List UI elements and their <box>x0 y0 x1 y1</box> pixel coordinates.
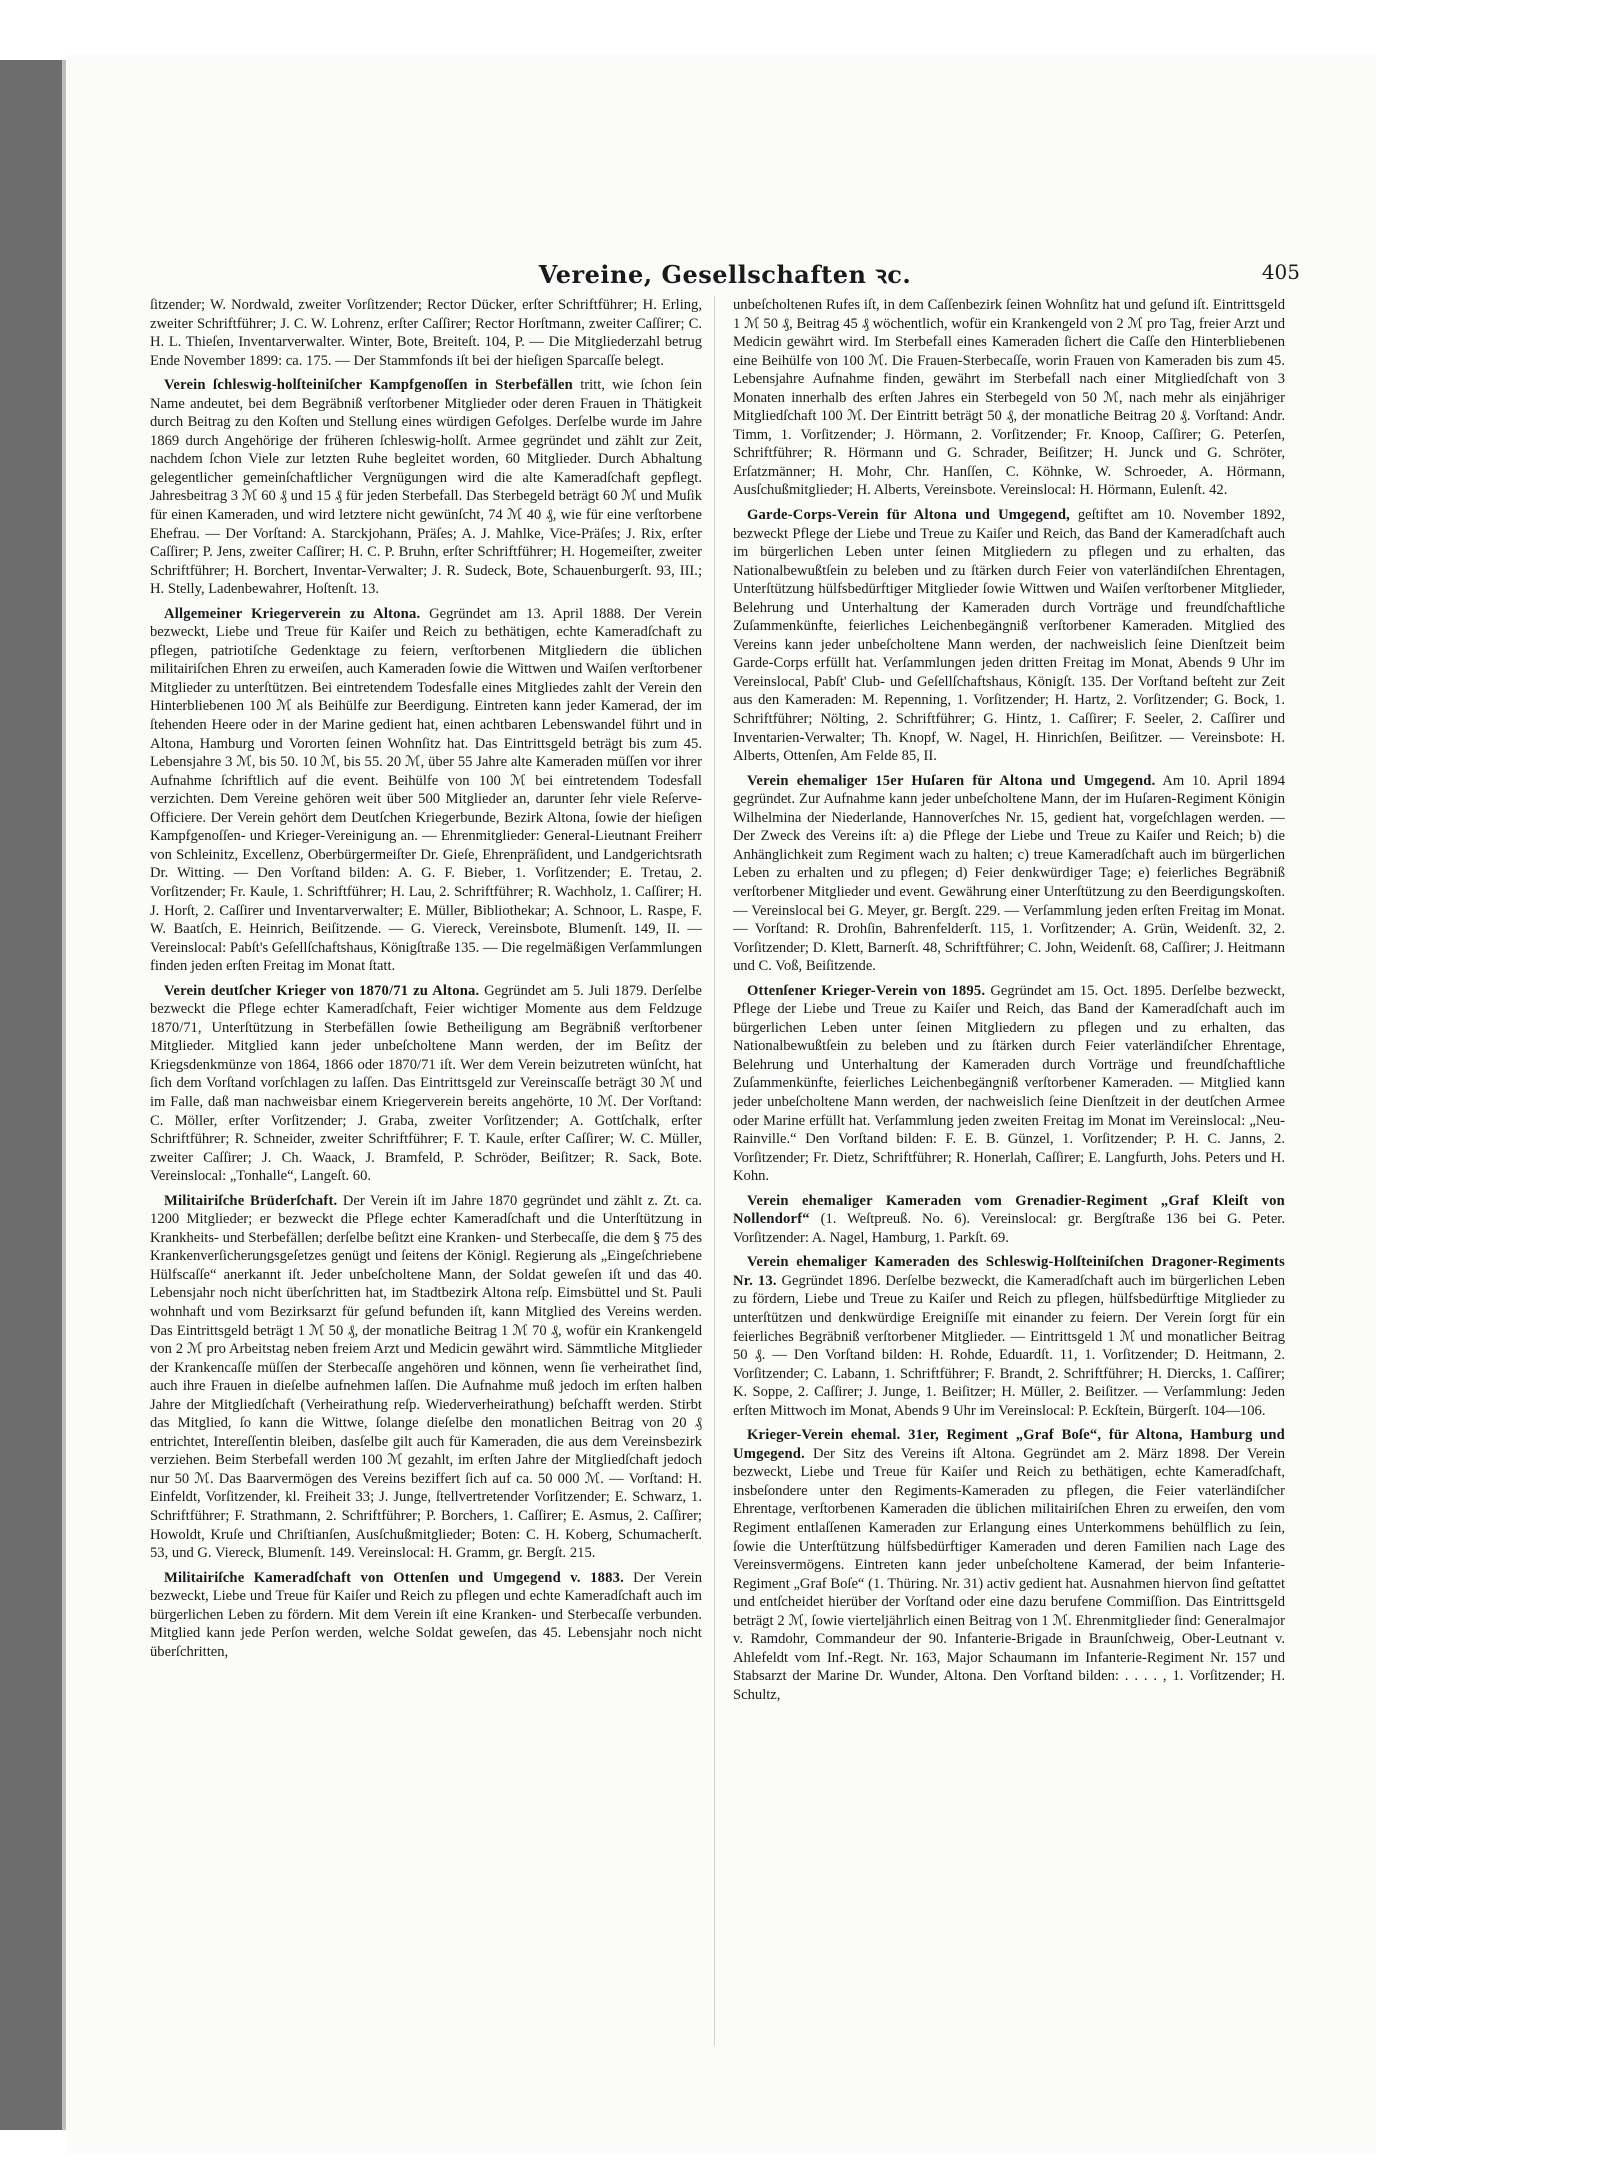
club-name: Garde-Corps-Verein für Altona und Umgegend, <box>747 507 1070 524</box>
club-entry <box>150 1569 702 1662</box>
club-text: Gegründet am 13. April 1888. Der Verein bezweckt, Liebe und Treue für Kaiſer und Reich zu bethätigen, echte Kameradſchaft zu pflegen, patriotiſche Gedenktage zu feiern, verſtorbenen Mitgliedern die üblichen militairiſchen Ehren zu erweiſen, auch Kameraden ſowie die Wittwen und Waiſen verſtorbener Mitglieder zu unterſtützen. Bei eintretendem Todesfalle eines Mitgliedes zahlt der Verein den Hinterbliebenen 100 ℳ als Beihülfe zur Beerdigung. Eintreten kann jeder Kamerad, der im ſtehenden Heere oder in der Marine gedient hat, einen achtbaren Lebenswandel führt und in Altona, Hamburg und Vororten ſeinen Wohnſitz hat. Das Eintrittsgeld beträgt bis zum 45. Lebensjahre 3 ℳ, bis 50. 10 ℳ, bis 55. 20 ℳ, über 55 Jahre alte Kameraden müſſen vor ihrer Aufnahme ſchriftlich auf die event. Beihülfe von 100 ℳ bei eintretendem Todesfall verzichten. Dem Vereine gehören weit über 500 Mitglieder an, darunter ſehr viele Reſerve-Officiere. Der Verein gehört dem Deutſchen Kriegerbunde, Bezirk Altona, ſowie der hieſigen Kampfgenoſſen- und Krieger-Vereinigung an. — Ehrenmitglieder: General-Lieutnant Freiherr von Schleinitz, Excellenz, Oberbürgermeiſter Dr. Gieſe, Ehrenpräſident, und Landgerichtsrath Dr. Witting. — Den Vorſtand bilden: A. G. F. Bieber, 1. Vorſitzender; E. Tretau, 2. Vorſitzender; Fr. Kaule, 1. Schriftführer; H. Lau, 2. Schriftführer; R. Wachholz, 1. Caſſirer; H. J. Horſt, 2. Caſſirer und Inventarverwalter; E. Müller, Bibliothekar; A. Schnoor, L. Raspe, F. W. Baatſch, E. Heinrich, Beiſitzende. — G. Viereck, Vereinsbote, Blumenſt. 149, II. — Vereinslocal: Pabſt's Geſellſchaftshaus, Königſtraße 135. — Die regelmäßigen Verſammlungen finden jeden erſten Freitag im Monat ſtatt. <box>150 605 702 975</box>
club-text: Am 10. April 1894 gegründet. Zur Aufnahme kann jeder unbeſcholtene Mann, der im Huſaren-Regiment Königin Wilhelmina der Niederlande, Hannoverſches Nr. 15, gedient hat, vorgeſchlagen werden. — Der Zweck des Vereins iſt: a) die Pflege der Liebe und Treue zu Kaiſer und Reich; b) die Anhänglichkeit zum Regiment wach zu halten; c) treue Kameradſchaft auch im bürgerlichen Leben zu erhalten und zu pflegen; d) Feier denkwürdiger Tage; e) feierliches Begräbniß verſtorbener Mitglieder und event. Gewährung einer Unterſtützung zu den Beerdigungskoſten. — Vereinslocal bei G. Meyer, gr. Bergſt. 229. — Verſammlung jeden erſten Freitag im Monat. — Vorſtand: R. Drohſin, Bahrenfelderſt. 115, 1. Vorſitzender; A. Grün, Weidenſt. 32, 2. Vorſitzender; D. Klett, Barnerſt. 48, Schriftführer; C. John, Weidenſt. 68, Caſſirer; J. Heitmann und C. Voß, Beiſitzende. <box>733 772 1285 975</box>
club-text: unbeſcholtenen Rufes iſt, in dem Caſſenbezirk ſeinen Wohnſitz hat und geſund iſt. Eintrittsgeld 1 ℳ 50 ₰, Beitrag 45 ₰ wöchentlich, wofür ein Krankengeld von 2 ℳ pro Tag, freier Arzt und Medicin gewährt wird. Im Sterbefall eines Kameraden ſichert die Caſſe den Hinterbliebenen eine Beihülfe von 100 ℳ. Die Frauen-Sterbecaſſe, worin Frauen von Kameraden bis zum 45. Lebensjahre Aufnahme finden, gewährt im Sterbefall nach einer Mitgliedſchaft von 3 Monaten innerhalb des erſten Jahres ein Sterbegeld von 50 ℳ, nach mehr als einjähriger Mitgliedſchaft 100 ℳ. Der Eintritt beträgt 50 ₰, der monatliche Beitrag 20 ₰. Vorſtand: Andr. Timm, 1. Vorſitzender; J. Hörmann, 2. Vorſitzender; Fr. Knoop, Caſſirer; G. Peterſen, Schriftführer; R. Hörmann und G. Schrader, Beiſitzer; H. Junck und G. Schröter, Erſatzmänner; H. Mohr, Chr. Hanſſen, C. Köhnke, W. Schroeder, A. Hörmann, Ausſchußmitglieder; H. Alberts, Vereinsbote. Vereinslocal: H. Hörmann, Eulenſt. 42. <box>733 297 1285 499</box>
club-name: Verein ehemaliger Kameraden vom Grenadier-Regiment „Graf Kleiſt von Nollendorf“ <box>733 1192 1285 1228</box>
club-name: Krieger-Verein ehemal. 31er, Regiment „Graf Boſe“, für Altona, Hamburg und Umgegend. <box>733 1427 1285 1462</box>
club-name: Verein ehemaliger 15er Huſaren für Altona und Umgegend. <box>747 772 1156 789</box>
club-name: Verein ſchleswig-holſteiniſcher Kampfgenoſſen in Sterbefällen <box>164 377 573 394</box>
club-text: tritt, wie ſchon ſein Name andeutet, bei dem Begräbniß verſtorbener Mitglieder oder deren Frauen in Thätigkeit durch Beitrag zu den Koſten und Stellung eines würdigen Gefolges. Derſelbe wurde im Jahre 1869 durch Angehörige der früheren ſchleswig-holſt. Armee gegründet und zählt zur Zeit, nachdem ſchon Viele zur letzten Ruhe begleitet worden, 60 Mitglieder. Durch Abhaltung gelegentlicher gemeinſchaftlicher Vergnügungen wird die alte Kameradſchaft gepflegt. Jahresbeitrag 3 ℳ 60 ₰ und 15 ₰ für jeden Sterbefall. Das Sterbegeld beträgt 60 ℳ und Muſik für einen Kameraden, und wird letztere nicht gewünſcht, 74 ℳ 40 ₰, wie für eine verſtorbene Ehefrau. — Der Vorſtand: A. Starckjohann, Präſes; A. J. Mahlke, Vice-Präſes; J. Rix, erſter Caſſirer; P. Jens, zweiter Caſſirer; H. C. P. Bruhn, erſter Schriftführer; H. Hogemeiſter, zweiter Schriftführer; H. Borchert, Inventar-Verwalter; J. R. Sudeck, Bote, Schauenburgerſt. 93, III.; H. Stelly, Ladenbewahrer, Hoſtenſt. 13. <box>150 377 702 598</box>
left-column <box>150 296 702 2076</box>
club-entry <box>150 982 702 1186</box>
right-column <box>733 296 1285 2076</box>
club-text: Gegründet 1896. Derſelbe bezweckt, die Kameradſchaft auch im bürgerlichen Leben zu fördern, Liebe und Treue zu Kaiſer und Reich zu pflegen, hülfsbedürftige Mitglieder zu unterſtützen und denkwürdige Ereigniſſe mit einander zu feiern. Der Verein ſorgt für ein feierliches Begräbniß verſtorbener Mitglieder. — Eintrittsgeld 1 ℳ und monatlicher Beitrag 50 ₰. — Den Vorſtand bilden: H. Rohde, Eduardſt. 11, 1. Vorſitzender; D. Heitmann, 2. Vorſitzender; C. Labann, 1. Schriftführer; F. Brandt, 2. Schriftführer; H. Diercks, 1. Caſſirer; K. Soppe, 2. Caſſirer; J. Junge, 1. Beiſitzer; H. Müller, 2. Beiſitzer. — Verſammlung: Jeden erſten Mittwoch im Monat, Abends 9 Uhr im Vereinslocal: P. Eckſtein, Bürgerſt. 104—106. <box>733 1272 1285 1419</box>
page-number: 405 <box>1261 260 1300 284</box>
club-text: Gegründet am 5. Juli 1879. Derſelbe bezweckt die Pflege echter Kameradſchaft, Feier wichtiger Momente aus dem Feldzuge 1870/71, Unterſtützung in Sterbefällen ſowie Betheiligung am Begräbniß verſtorbener Mitglieder. Mitglied kann jeder unbeſcholtene Mann werden, der im Beſitz der Kriegsdenkmünze von 1864, 1866 oder 1870/71 iſt. Wer dem Verein beizutreten wünſcht, hat ſich dem Vorſtand vorſchlagen zu laſſen. Das Eintrittsgeld zur Vereinscaſſe beträgt 30 ℳ und im Falle, daß man nachweisbar einem Kriegerverein bereits angehörte, 10 ℳ. Der Vorſtand: C. Möller, erſter Vorſitzender; J. Graba, zweiter Vorſitzender; A. Gottſchalk, erſter Schriftführer; R. Schneider, zweiter Schriftführer; F. T. Kaule, erſter Caſſirer; W. C. Müller, zweiter Caſſirer; J. Ch. Waack, J. Bramfeld, P. Schröder, Beiſitzer; R. Sack, Bote. Vereinslocal: „Tonhalle“, Langeſt. 60. <box>150 982 702 1185</box>
club-text: Der Verein iſt im Jahre 1870 gegründet und zählt z. Zt. ca. 1200 Mitglieder; er bezweckt die Pflege echter Kameradſchaft und die Unterſtützung in Krankheits- und Sterbefällen; derſelbe beſitzt eine Kranken- und Sterbecaſſe, die dem § 75 des Krankenverſicherungsgeſetzes genügt und ſeitens der Königl. Regierung als „Eingeſchriebene Hülfscaſſe“ anerkannt iſt. Jeder unbeſcholtene Mann, der Soldat geweſen iſt und das 40. Lebensjahr noch nicht überſchritten hat, im Stadtbezirk Altona reſp. Eimsbüttel und St. Pauli wohnhaft und vom Bezirksarzt für geſund befunden iſt, kann Mitglied des Vereins werden. Das Eintrittsgeld beträgt 1 ℳ 50 ₰, der monatliche Beitrag 1 ℳ 70 ₰, wofür ein Krankengeld von 2 ℳ pro Arbeitstag neben freiem Arzt und Medicin gewährt wird. Sämmtliche Mitglieder der Krankencaſſe müſſen der Sterbecaſſe angehören und können, wenn ſie verheirathet ſind, auch ihre Frauen in dieſelbe aufnehmen laſſen. Die Aufnahme muß jedoch im erſten halben Jahre der Mitgliedſchaft (Verheirathung reſp. Wiederverheirathung) beſchafft werden. Stirbt das Mitglied, ſo kann die Wittwe, ſolange dieſelbe den monatlichen Beitrag von 20 ₰ entrichtet, Intereſſentin bleiben, dasſelbe gilt auch für Kameraden, die aus dem Vereinsbezirk verziehen. Beim Sterbefall werden 100 ℳ gezahlt, im erſten Jahre der Mitgliedſchaft jedoch nur 50 ℳ. Das Baarvermögen des Vereins beziffert ſich auf ca. 50 000 ℳ. — Vorſtand: H. Einfeldt, Vorſitzender, kl. Freiheit 33; J. Junge, ſtellvertretender Vorſitzender; E. Schwarz, 1. Schriftführer; F. Strathmann, 2. Schriftführer; P. Borchers, 1. Caſſirer; E. Asmus, 2. Caſſirer; Howoldt, Kruſe und Chriſtianſen, Ausſchußmitglieder; Boten: C. H. Koberg, Schumacherſt. 53, und G. Viereck, Blumenſt. 149. Vereinslocal: H. Gramm, gr. Bergſt. 215. <box>150 1192 702 1562</box>
club-text: Gegründet am 15. Oct. 1895. Derſelbe bezweckt, Pflege der Liebe und Treue zu Kaiſer und Reich, das Band der Kameradſchaft auch im bürgerlichen Leben unter ſeinen Mitgliedern zu pflegen und zu erhalten, das Nationalbewußtſein zu beleben und zu ſtärken durch Feier vaterländiſcher Ehrentage, Belehrung und Unterhaltung der Kameraden durch Vorträge und freundſchaftliche Zuſammenkünfte, feierliches Leichenbegängniß verſtorbener Kameraden. — Mitglied kann jeder unbeſcholtene Mann werden, der nachweislich ſeine Dienſtzeit in der deutſchen Armee oder Marine erfüllt hat. Verſammlung jeden zweiten Freitag im Monat im Vereinslocal: „Neu-Rainville.“ Den Vorſtand bilden: F. E. B. Günzel, 1. Vorſitzender; P. H. C. Janns, 2. Vorſitzender; Fr. Dietz, Schriftführer; R. Honerlah, Caſſirer; E. Langfurth, Johs. Peters und H. Kohn. <box>733 982 1285 1185</box>
club-entry <box>733 296 1285 500</box>
running-title: Vereine, Gesellschaften ꝛc. <box>538 260 912 289</box>
club-name: Verein deutſcher Krieger von 1870/71 zu Altona. <box>164 982 480 999</box>
club-name: Verein ehemaliger Kameraden des Schleswig-Holſteiniſchen Dragoner-Regiments Nr. 13. <box>733 1254 1285 1289</box>
club-name: Ottenſener Krieger-Verein von 1895. <box>747 982 986 999</box>
page-header <box>150 258 1300 292</box>
club-entry <box>733 772 1285 976</box>
club-text: Der Verein bezweckt, Liebe und Treue für Kaiſer und Reich zu pflegen und echte Kameradſchaft auch im bürgerlichen Leben zu fördern. Mit dem Verein iſt eine Kranken- und Sterbecaſſe verbunden. Mitglied kann jede Perſon werden, welche Soldat geweſen, das 45. Lebensjahr noch nicht überſchritten, <box>150 1569 702 1660</box>
column-divider <box>714 296 715 2046</box>
club-text: Der Sitz des Vereins iſt Altona. Gegründet am 2. März 1898. Der Verein bezweckt, Liebe und Treue für Kaiſer und Reich zu bethätigen, echte Kameradſchaft, insbeſondere unter den Regiments-Kameraden zu pflegen, die Feier vaterländiſcher Ehrentage, verſtorbenen Kameraden die üblichen militairiſchen Ehren zu erweiſen, den vom Regiment entlaſſenen Kameraden zur Erlangung eines Unterkommens behülflich zu ſein, ſowie die Unterſtützung hülfsbedürftiger Kameraden und deren Familien nach Lage des Vereinsvermögens. Eintreten kann jeder unbeſcholtene Kamerad, der beim Infanterie-Regiment „Graf Boſe“ (1. Thüring. Nr. 31) activ gedient hat. Ausnahmen hiervon ſind geſtattet und entſcheidet hierüber der Vorſtand oder eine dazu berufene Commiſſion. Das Eintrittsgeld beträgt 2 ℳ, ſowie vierteljährlich einen Beitrag von 1 ℳ. Ehrenmitglieder ſind: Generalmajor v. Ramdohr, Commandeur der 90. Infanterie-Brigade in Braunſchweig, Ober-Leutnant v. Ahlefeldt vom Inf.-Regt. Nr. 163, Major Schaumann im Infanterie-Regiment Nr. 157 und Stabsarzt der Marine Dr. Wunder, Altona. Den Vorſtand bilden: . . . . , 1. Vorſitzender; H. Schultz, <box>733 1445 1285 1703</box>
club-entry <box>733 1253 1285 1420</box>
club-entry <box>150 605 702 976</box>
club-name: Militairiſche Kameradſchaft von Ottenſen und Umgegend v. 1883. <box>164 1569 624 1586</box>
club-entry <box>733 1192 1285 1248</box>
club-name: Militairiſche Brüderſchaft. <box>164 1192 338 1209</box>
club-text: ſitzender; W. Nordwald, zweiter Vorſitzender; Rector Dücker, erſter Schriftführer; H. Erling, zweiter Schriftführer; J. C. W. Lohrenz, erſter Caſſirer; Rector Horſtmann, zweiter Caſſirer; C. H. L. Thieſen, Inventarverwalter. Winter, Bote, Breiteſt. 104, P. — Die Mitgliederzahl betrug Ende November 1899: ca. 175. — Der Stammfonds iſt bei der hieſigen Sparcaſſe belegt. <box>150 297 702 369</box>
club-entry <box>150 296 702 370</box>
club-text: (1. Weſtpreuß. No. 6). Vereinslocal: gr. Bergſtraße 136 bei G. Peter. Vorſitzender: A. Nagel, Hamburg, 1. Parkſt. 69. <box>733 1211 1285 1246</box>
scan-margin <box>0 60 62 2130</box>
club-entry <box>150 376 702 599</box>
club-name: Allgemeiner Kriegerverein zu Altona. <box>164 605 421 622</box>
club-entry <box>733 1426 1285 1704</box>
club-entry <box>150 1192 702 1563</box>
club-text: geſtiftet am 10. November 1892, bezweckt Pflege der Liebe und Treue zu Kaiſer und Reich, das Band der Kameradſchaft auch im bürgerlichen Leben unter ſeinen Mitgliedern zu pflegen und zu erhalten, das Nationalbewußtſein zu beleben und zu ſtärken durch Feier von vaterländiſchen Ehrentagen, Unterſtützung hülfsbedürftiger Mitglieder ſowie Wittwen und Waiſen verſtorbener Mitglieder, Belehrung und Unterhaltung der Kameraden durch Vorträge und freundſchaftliche Zuſammenkünfte, feierliches Leichenbegängniß verſtorbener Kameraden. Mitglied des Vereins kann jeder unbeſcholtene Mann werden, der nachweislich ſeine Dienſtzeit beim Garde-Corps erfüllt hat. Verſammlungen jeden dritten Freitag im Monat, Abends 9 Uhr im Vereinslocal, Pabſt' Club- und Geſellſchaftshaus, Königſt. 135. Der Vorſtand beſteht zur Zeit aus den Kameraden: M. Repenning, 1. Vorſitzender; H. Hartz, 2. Vorſitzender; G. Bock, 1. Schriftführer; Nölting, 2. Schriftführer; G. Hintz, 1. Caſſirer; F. Seeler, 2. Caſſirer und Inventarien-Verwalter; Th. Knopf, W. Nagel, H. Hinrichſen, Beiſitzer. — Vereinsbote: H. Alberts, Ottenſen, Am Felde 85, II. <box>733 507 1285 765</box>
club-entry <box>733 506 1285 766</box>
club-entry <box>733 982 1285 1186</box>
